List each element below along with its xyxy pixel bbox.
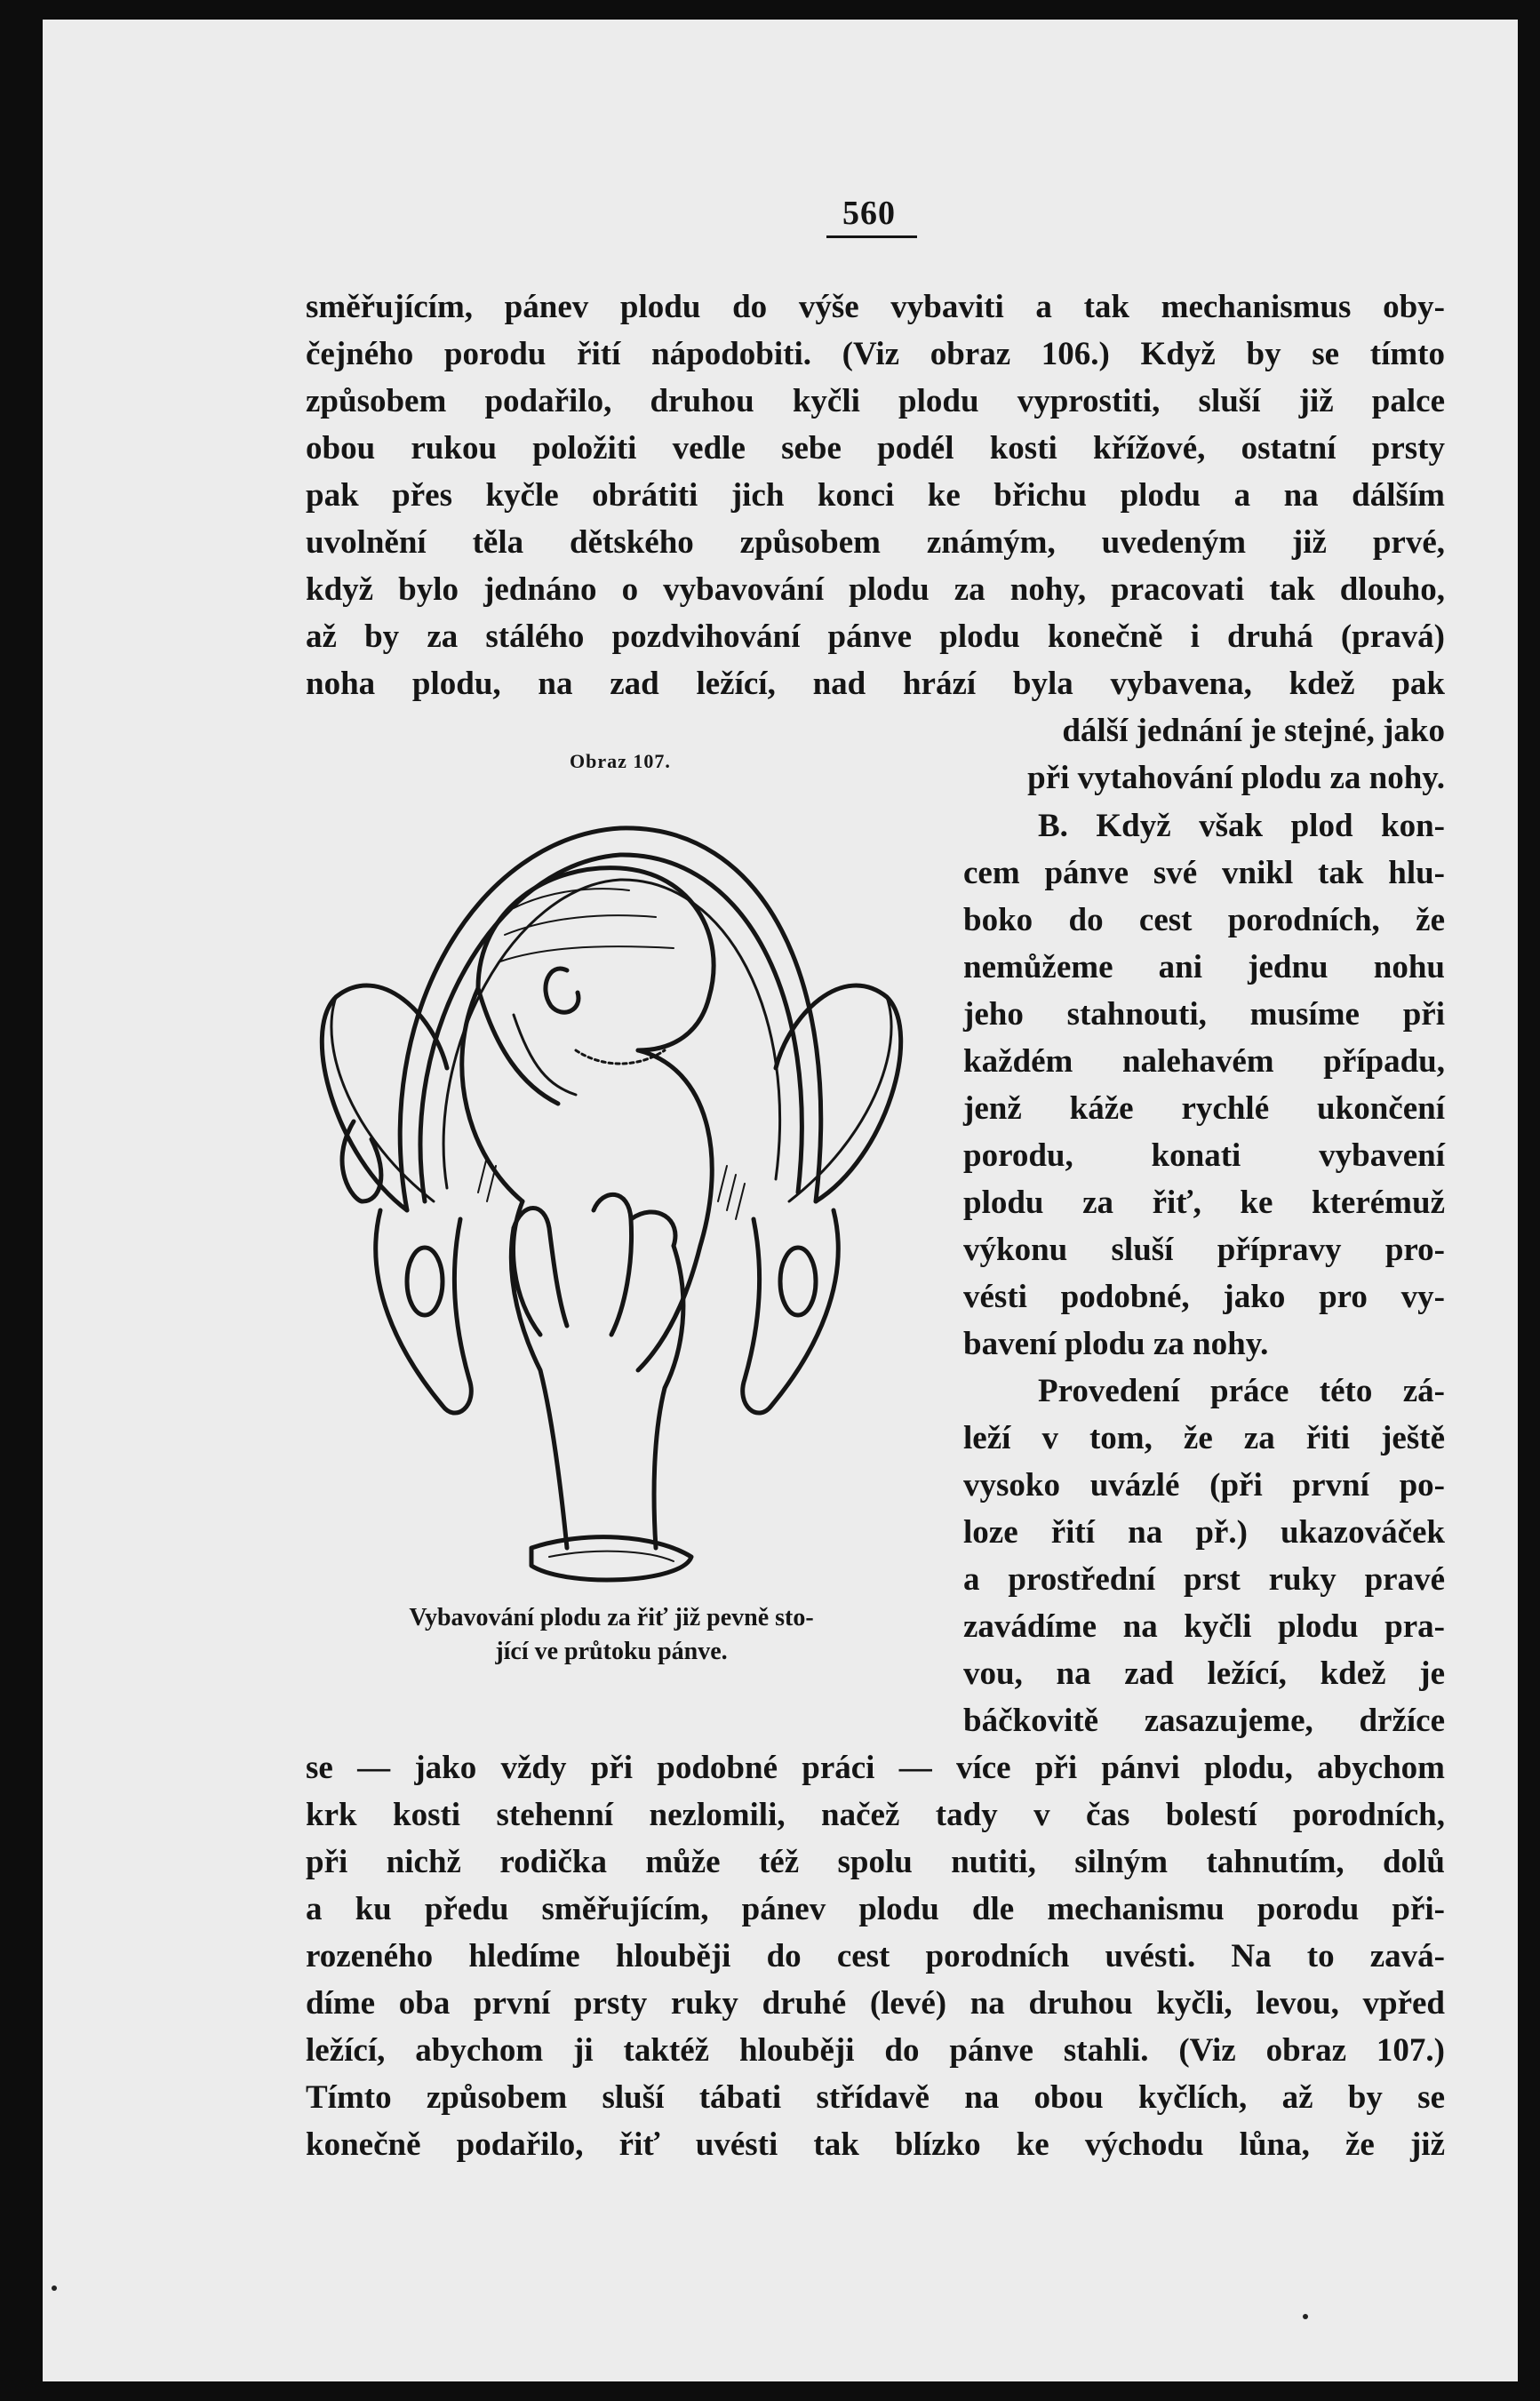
column-line: plodu za řiť, ke kterémuž — [963, 1185, 1445, 1221]
column-line: zavádíme na kyčli plodu pra- — [963, 1608, 1445, 1645]
ink-speck — [1303, 2314, 1308, 2319]
column-line: dálší jednání je stejné, jako — [1062, 713, 1445, 749]
column-line: loze řití na př.) ukazováček — [963, 1514, 1445, 1551]
body-line: když bylo jednáno o vybavování plodu za nohy, pracovati tak dlouho, — [306, 571, 1445, 608]
ink-speck — [52, 2285, 57, 2291]
column-line: porodu, konati vybavení — [963, 1137, 1445, 1174]
body-line: noha plodu, na zad ležící, nad hrází byla vybavena, kdež pak — [306, 666, 1445, 702]
body-line: čejného porodu řití nápodobiti. (Viz obraz 106.) Když by se tímto — [306, 336, 1445, 372]
column-line: vou, na zad ležící, kdež je — [963, 1655, 1445, 1692]
column-line: jeho stahnouti, musíme při — [963, 996, 1445, 1033]
column-line: B. Když však plod kon- — [1038, 808, 1445, 844]
column-line: Provedení práce této zá- — [1038, 1373, 1445, 1409]
body-line: pak přes kyčle obrátiti jich konci ke břichu plodu a na dálším — [306, 477, 1445, 514]
body-line: konečně podařilo, řiť uvésti tak blízko ke východu lůna, že již — [306, 2126, 1445, 2163]
page-number: 560 — [842, 195, 896, 232]
column-line: vysoko uvázlé (při první po- — [963, 1467, 1445, 1504]
body-line: obou rukou položiti vedle sebe podél kosti křížové, ostatní prsty — [306, 430, 1445, 467]
body-line: a ku předu směřujícím, pánev plodu dle mechanismu porodu při- — [306, 1891, 1445, 1927]
column-line: při vytahování plodu za nohy. — [1027, 760, 1445, 796]
engraving-illustration — [300, 784, 931, 1628]
body-line: krk kosti stehenní nezlomili, načež tady v čas bolestí porodních, — [306, 1797, 1445, 1833]
book-page — [43, 20, 1518, 2381]
column-line: nemůžeme ani jednu nohu — [963, 949, 1445, 985]
column-line: bavení plodu za nohy. — [963, 1326, 1269, 1362]
body-line: ležící, abychom ji taktéž hlouběji do pánve stahli. (Viz obraz 107.) — [306, 2032, 1445, 2069]
body-line: díme oba první prsty ruky druhé (levé) na druhou kyčli, levou, vpřed — [306, 1985, 1445, 2022]
figure-caption: jící ve průtoku pánve. — [495, 1638, 728, 1665]
column-line: výkonu sluší přípravy pro- — [963, 1232, 1445, 1268]
column-line: cem pánve své vnikl tak hlu- — [963, 855, 1445, 891]
column-line: leží v tom, že za řiti ještě — [963, 1420, 1445, 1456]
page-number-underline — [826, 235, 917, 238]
column-line: jenž káže rychlé ukončení — [963, 1090, 1445, 1127]
body-line: směřujícím, pánev plodu do výše vybaviti a tak mechanismus oby- — [306, 289, 1445, 325]
body-line: uvolnění těla dětského způsobem známým, uvedeným již prvé, — [306, 524, 1445, 561]
column-line: a prostřední prst ruky pravé — [963, 1561, 1445, 1598]
column-line: každém nalehavém případu, — [963, 1043, 1445, 1080]
body-line: až by za stálého pozdvihování pánve plodu konečně i druhá (pravá) — [306, 618, 1445, 655]
column-line: báčkovitě zasazujeme, držíce — [963, 1703, 1445, 1739]
body-line: při nichž rodička může též spolu nutiti, silným tahnutím, dolů — [306, 1844, 1445, 1880]
body-line: rozeného hledíme hlouběji do cest porodních uvésti. Na to zavá- — [306, 1938, 1445, 1974]
column-line: boko do cest porodních, že — [963, 902, 1445, 938]
column-line: vésti podobné, jako pro vy- — [963, 1279, 1445, 1315]
body-line: se — jako vždy při podobné práci — více při pánvi plodu, abychom — [306, 1750, 1445, 1786]
body-line: Tímto způsobem sluší tábati střídavě na obou kyčlích, až by se — [306, 2079, 1445, 2116]
body-line: způsobem podařilo, druhou kyčli plodu vyprostiti, sluší již palce — [306, 383, 1445, 419]
figure-title: Obraz 107. — [570, 750, 671, 772]
figure-caption: Vybavování plodu za řiť již pevně sto- — [409, 1604, 814, 1631]
